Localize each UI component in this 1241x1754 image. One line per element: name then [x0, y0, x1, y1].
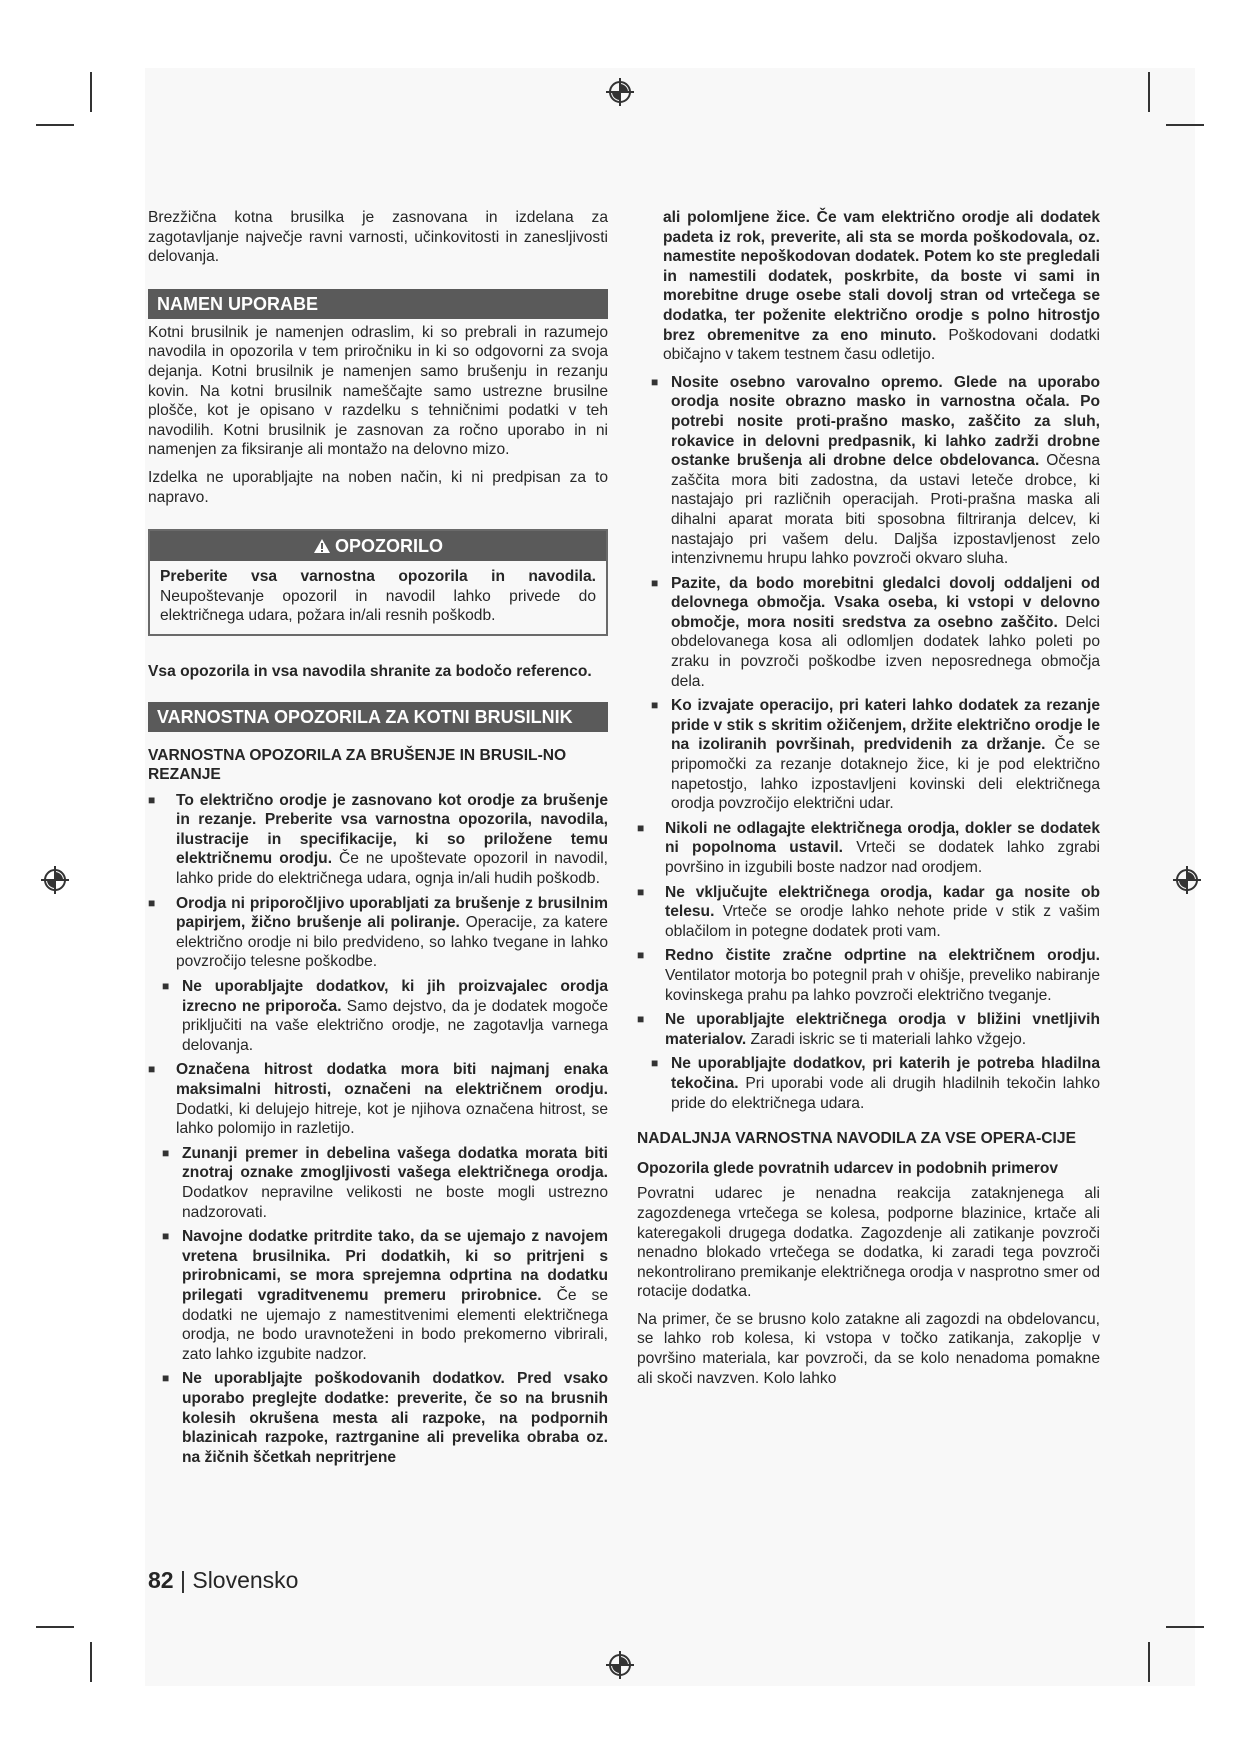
- list-item-bold: Ko izvajate operacijo, pri kateri lahko dodatek za rezanje pride v stik s skritim ožičenjem, držite električno orodje le na izoliranih površinah, predvidenih za držanje.: [671, 697, 1100, 754]
- list-item: [637, 883, 1100, 942]
- crop-mark: [90, 72, 92, 112]
- section-heading-varnostna: VARNOSTNA OPOZORILA ZA KOTNI BRUSILNIK: [148, 702, 608, 732]
- list-item: [637, 946, 1100, 1005]
- subheading-povratni: Opozorila glede povratnih udarcev in podobnih primerov: [637, 1159, 1059, 1177]
- right-column: [637, 208, 1100, 1396]
- registration-mark-icon: [605, 77, 635, 107]
- list-item-bold: Orodja ni priporočljivo uporabljati za brušenje z brusilnim papirjem, žično brušenje ali poliranje.: [176, 894, 608, 932]
- namen-paragraph: Kotni brusilnik je namenjen odraslim, ki so prebrali in razumejo navodila in opozorila v tem priročniku in ki so odgovorni za svoja dejanja. Kotni brusilnik je namenjen samo brušenju in rezanju kovin. Na kotni brusilnik nameščajte samo ustrezne brusilne plošče, kot je opisano v razdelku s tehničnimi podatki v teh navodilih. Kotni brusilnik je zasnovan za ročno uporabo in ni namenjen za fiksiranje ali montažo na delovno mizo.: [148, 323, 608, 459]
- list-item-text: Delci obdelovanega kosa ali odlomljen dodatek lahko poleti po zraku in povzroči poškodbe izven neposrednega območja dela.: [671, 613, 1100, 690]
- continued-paragraph: [637, 208, 1100, 365]
- list-item-text: Ventilator motorja bo potegnil prah v ohišje, preveliko nabiranje kovinskega prahu pa lahko povzroči električno tveganje.: [665, 966, 1100, 1004]
- list-item-bold: Nikoli ne odlagajte električnega orodja, dokler se dodatek ni popolnoma ustavil.: [665, 819, 1100, 857]
- list-item-text: Pri uporabi vode ali drugih hladilnih tekočin lahko pride do električnega udara.: [671, 1074, 1100, 1112]
- list-item-text: Če se dodatki ne ujemajo z namestitvenimi elementi električnega orodja, ne bodo uravnoteženi in bodo prekomerno vibrirali, zato lahko izgubite nadzor.: [182, 1286, 608, 1363]
- list-item: [148, 894, 608, 972]
- warning-triangle-icon: [313, 538, 331, 554]
- list-item-bold: Ne uporabljajte električnega orodja v bližini vnetljivih materialov.: [665, 1011, 1100, 1048]
- continued-bold: ali polomljene žice. Če vam električno orodje ali dodatek padeta iz rok, preverite, ali sta se morda poškodovala, oz. namestite nepoškodovan dodatek. Potem ko ste pregledali in namestili dodatek, poskrbite, da boste vi sami in morebitne druge osebe stali dovolj stran od vrtečega se dodatka, ter poženite električno orodje s polno hitrostjo brez obremenitve za eno minuto.: [663, 209, 1100, 344]
- footer-language: Slovensko: [192, 1567, 299, 1593]
- list-item-text: Dodatkov nepravilne velikosti ne boste mogli ustrezno nadzorovati.: [182, 1183, 608, 1221]
- crop-mark: [36, 1626, 74, 1628]
- list-item-bold: Ne uporabljajte poškodovanih dodatkov. Pred vsako uporabo preglejte dodatke: preverite, če so na brusnih kolesih okrušena mesta ali razpoke, na podpornih blazinicah razpoke, raztrganine ali prevelika obraba oz. na žičnih ščetkah nepritrjene: [182, 1370, 608, 1466]
- warning-box: [148, 529, 608, 636]
- list-item: [148, 1060, 608, 1138]
- list-item-bold: Ne vključujte električnega orodja, kadar ga nosite ob telesu.: [665, 883, 1100, 921]
- crop-mark: [90, 1642, 92, 1682]
- list-item-bold: Zunanji premer in debelina vašega dodatka morata biti znotraj oznake zmogljivosti vašega električnega orodja.: [182, 1144, 608, 1182]
- list-item-text: Operacije, za katere električno orodje ni bilo predvideno, so lahko tvegane in lahko povzročijo telesne poškodbe.: [176, 914, 608, 971]
- list-item: [148, 977, 608, 1055]
- list-item: [148, 791, 608, 889]
- list-item-text: Dodatki, ki delujejo hitreje, kot je njihova označena hitrost, se lahko polomijo in razletijo.: [176, 1100, 608, 1138]
- kickback-paragraph: Povratni udarec je nenadna reakcija zataknjenega ali zagozdenega vrtečega se kolesa, podporne blazinice, krtače ali kateregakoli drugega dodatka. Zagozdenje ali zatikanje povzroči nenadno blokado vrtečega se dodatka, ki zaradi tega povzroči nekontrolirano premikanje električnega orodja v nasprotno smer od rotacije dodatka.: [637, 1185, 1100, 1301]
- page-number: 82: [148, 1567, 174, 1593]
- subheading-nadaljnja: NADALJNJA VARNOSTNA NAVODILA ZA VSE OPERA-CIJE: [637, 1130, 1076, 1148]
- list-item-bold: Pazite, da bodo morebitni gledalci dovolj oddaljeni od delovnega območja. Vsaka oseba, ki vstopi v delovno območje, mora nositi sredstva za osebno zaščito.: [671, 574, 1100, 631]
- registration-mark-icon: [40, 865, 70, 895]
- list-item-bold: To električno orodje je zasnovano kot orodje za brušenje in rezanje. Preberite vsa varnostna opozorila, navodila, ilustracije in specifikacije, ki so priložene temu električnemu orodju.: [176, 791, 608, 868]
- list-item-text: Očesna zaščita mora biti zadostna, da ustavi leteče drobce, ki nastajajo pri različnih operacijah. Proti-prašna maska ali dihalni aparat morata biti sposobna filtriranja delcev, ki nastajajo pri vašem delu. Daljša izpostavljenost zelo intenzivnemu hrupu lahko povzroči okvaro sluha.: [671, 452, 1100, 568]
- list-item-text: Zaradi iskric se ti materiali lahko vžgejo.: [746, 1030, 1027, 1048]
- list-item-bold: Navojne dodatke pritrdite tako, da se ujemajo z navojem vretena brusilnika. Pri dodatkih, ki so pritrjeni s prirobnicami, se mora sprejemna odprtina na dodatku prilegati vgraditvenemu premeru prirobnice.: [182, 1228, 608, 1304]
- list-item: [148, 1369, 608, 1467]
- list-item-bold: Nosite osebno varovalno opremo. Glede na uporabo orodja nosite obrazno masko in varnostna očala. Po potrebi nosite proti-prašno masko, zaščito za sluh, rokavice in delovni predpasnik, ki lahko zadrži drobne ostanke brušenja ali drobne delce obdelovanca.: [671, 373, 1100, 470]
- crop-mark: [1148, 72, 1150, 112]
- namen-paragraph-2: Izdelka ne uporabljajte na noben način, ki ni predpisan za to napravo.: [148, 468, 608, 506]
- warning-title: OPOZORILO: [335, 536, 443, 557]
- subheading-brusenje: VARNOSTNA OPOZORILA ZA BRUŠENJE IN BRUSIL-NO REZANJE: [148, 746, 567, 784]
- warning-text: Neupoštevanje opozoril in navodil lahko privede do električnega udara, požara in/ali resnih poškodb.: [160, 587, 596, 625]
- crop-mark: [1166, 1626, 1204, 1628]
- list-item: [148, 1144, 608, 1222]
- list-item-bold: Ne uporabljajte dodatkov, pri katerih je potreba hladilna tekočina.: [671, 1055, 1100, 1092]
- crop-mark: [1148, 1642, 1150, 1682]
- section-heading-namen: NAMEN UPORABE: [148, 289, 608, 319]
- kickback-paragraph-2: Na primer, če se brusno kolo zatakne ali zagozdi na obdelovancu, se lahko rob kolesa, ki vstopa v točko zatikanja, zakoplje v površino materiala, kar povzroči, da se kolo nenadoma pomakne ali skoči navzven. Kolo lahko: [637, 1310, 1100, 1387]
- list-item: [637, 1010, 1100, 1049]
- registration-mark-icon: [1172, 865, 1202, 895]
- footer-separator: |: [179, 1567, 186, 1593]
- page-footer: [148, 1567, 298, 1594]
- left-column: [148, 208, 608, 1472]
- registration-mark-icon: [605, 1650, 635, 1680]
- list-item-text: Samo dejstvo, da je dodatek mogoče priključiti na vaše električno orodje, ne zagotavlja varnega delovanja.: [182, 997, 608, 1054]
- list-item-text: Vrteči se dodatek lahko zgrabi površino in izgubili boste nadzor nad orodjem.: [665, 839, 1101, 876]
- list-item: [637, 373, 1100, 569]
- keep-instructions: Vsa opozorila in vsa navodila shranite za bodočo referenco.: [148, 662, 592, 680]
- right-safety-list: [637, 373, 1100, 1113]
- list-item: [637, 819, 1100, 878]
- list-item: [637, 696, 1100, 814]
- continued-text: Poškodovani dodatki običajno v takem testnem času odletijo.: [663, 326, 1100, 364]
- list-item: [637, 574, 1100, 692]
- list-item-bold: Označena hitrost dodatka mora biti najmanj enaka maksimalni hitrosti, označeni na električnem orodju.: [176, 1061, 608, 1098]
- list-item: [148, 1227, 608, 1364]
- left-safety-list: [148, 791, 608, 1468]
- list-item-text: Če se pripomočki za rezanje dotaknejo žice, ki je pod električno napetostjo, lahko izpostavljeni kovinski deli električnega orodja povzročijo električni udar.: [671, 736, 1100, 813]
- crop-mark: [36, 124, 74, 126]
- list-item: [637, 1054, 1100, 1113]
- list-item-bold: Redno čistite zračne odprtine na električnem orodju.: [665, 947, 1100, 965]
- intro-paragraph: Brezžična kotna brusilka je zasnovana in izdelana za zagotavljanje največje ravni varnosti, učinkovitosti in zanesljivosti delovanja.: [148, 209, 608, 266]
- list-item-bold: Ne uporabljajte dodatkov, ki jih proizvajalec orodja izrecno ne priporoča.: [182, 978, 608, 1015]
- warning-heading: [150, 531, 606, 561]
- list-item-text: Če ne upoštevate opozoril in navodil, lahko pride do električnega udara, ognja in/ali hudih poškodb.: [176, 850, 609, 888]
- crop-mark: [1166, 124, 1204, 126]
- list-item-text: Vrteče se orodje lahko nehote pride v stik z vašim oblačilom in potegne dodatek proti vam.: [665, 903, 1100, 940]
- warning-body: [150, 561, 606, 634]
- warning-bold-text: Preberite vsa varnostna opozorila in navodila.: [160, 568, 596, 586]
